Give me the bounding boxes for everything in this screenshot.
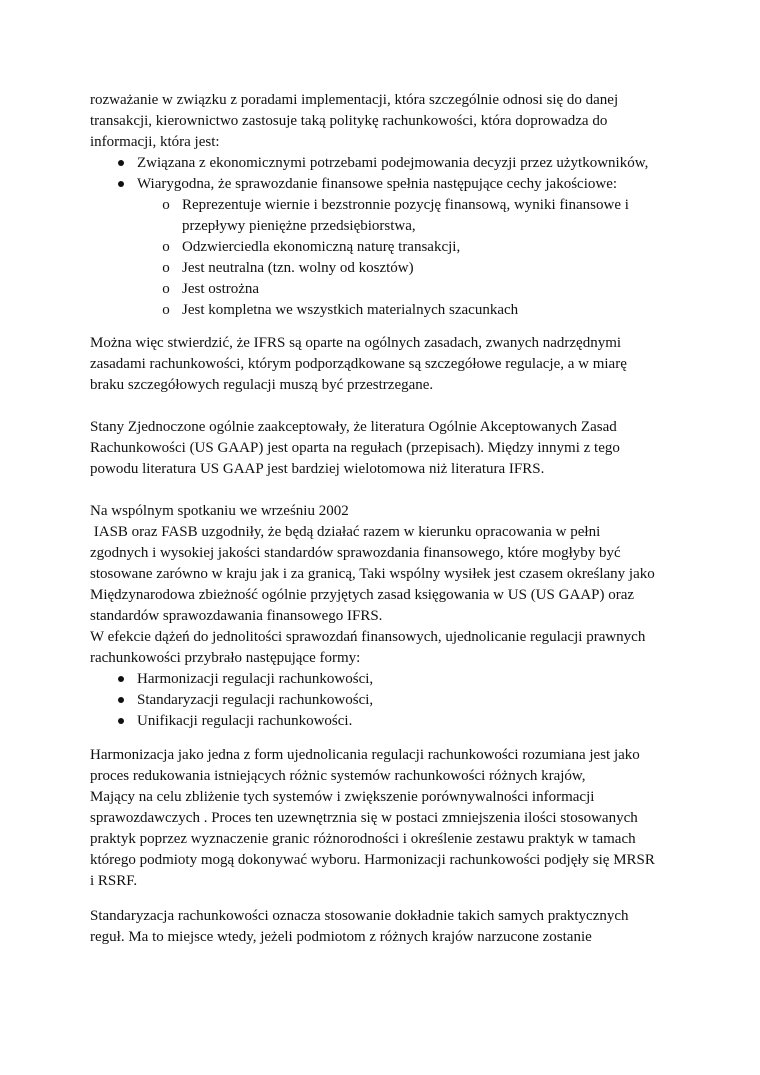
bullet-circle-icon: o bbox=[162, 260, 170, 276]
text-line: standardów sprawozdawania finansowego IFRS. bbox=[90, 608, 383, 624]
text-line: Można więc stwierdzić, że IFRS są oparte na ogólnych zasadach, zwanych nadrzędnymi bbox=[90, 335, 622, 351]
text-line: IASB oraz FASB uzgodniły, że będą działać razem w kierunku opracowania w pełni bbox=[90, 524, 601, 540]
text-line: sprawozdawczych . Proces ten uzewnętrznia się w postaci zmniejszenia ilości stosowanych bbox=[90, 810, 638, 826]
text-line: Rachunkowości (US GAAP) jest oparta na regułach (przepisach). Między innymi z tego bbox=[90, 440, 620, 456]
text-line: którego podmioty mogą dokonywać wyboru. Harmonizacji rachunkowości podjęły się MRSR bbox=[90, 852, 655, 868]
bullet-disc-icon bbox=[114, 153, 128, 174]
text-line: Stany Zjednoczone ogólnie zaakceptowały, że literatura Ogólnie Akceptowanych Zasad bbox=[90, 419, 617, 435]
text-line: zgodnych i wysokiej jakości standardów sprawozdania finansowego, które mogłyby być bbox=[90, 545, 621, 561]
text-line: Harmonizacja jako jedna z form ujednolicania regulacji rachunkowości rozumiana jest jako bbox=[90, 747, 640, 763]
text-line: proces redukowania istniejących różnic systemów rachunkowości różnych krajów, bbox=[90, 768, 586, 784]
text-line: transakcji, kierownictwo zastosuje taką politykę rachunkowości, która doprowadza do bbox=[90, 113, 608, 129]
sub-bullet-item bbox=[162, 258, 414, 279]
sub-bullet-text: Jest ostrożna bbox=[182, 281, 260, 297]
text-line: Standaryzacja rachunkowości oznacza stosowanie dokładnie takich samych praktycznych bbox=[90, 908, 629, 924]
text-line: reguł. Ma to miejsce wtedy, jeżeli podmiotom z różnych krajów narzucone zostanie bbox=[90, 929, 592, 945]
sub-bullet-item bbox=[162, 300, 519, 321]
text-line: Na wspólnym spotkaniu we wrześniu 2002 bbox=[90, 503, 349, 519]
sub-bullet-text: Odzwierciedla ekonomiczną naturę transakcji, bbox=[182, 239, 461, 255]
text-line: rozważanie w związku z poradami implementacji, która szczególnie odnosi się do danej bbox=[90, 92, 619, 108]
text-line: stosowane zarówno w kraju jak i za granicą, Taki wspólny wysiłek jest czasem określany jako bbox=[90, 566, 655, 582]
bullet-text: Unifikacji regulacji rachunkowości. bbox=[137, 713, 353, 729]
bullet-item bbox=[137, 711, 352, 732]
text-line: zasadami rachunkowości, którym podporządkowane są szczegółowe regulacje, a w miarę bbox=[90, 356, 627, 372]
sub-bullet-item bbox=[162, 195, 629, 237]
bullet-item bbox=[137, 174, 617, 195]
bullet-text: Związana z ekonomicznymi potrzebami podejmowania decyzji przez użytkowników, bbox=[137, 155, 649, 171]
bullet-disc-icon bbox=[114, 174, 128, 195]
bullet-item bbox=[137, 153, 648, 174]
bullet-circle-icon: o bbox=[162, 281, 170, 297]
bullet-item bbox=[137, 669, 373, 690]
text-line: Mający na celu zbliżenie tych systemów i zwiększenie porównywalności informacji bbox=[90, 789, 595, 805]
text-line: powodu literatura US GAAP jest bardziej wielotomowa niż literatura IFRS. bbox=[90, 461, 545, 477]
paragraph-ifrs bbox=[90, 333, 690, 396]
text-line: W efekcie dążeń do jednolitości sprawozdań finansowych, ujednolicanie regulacji prawnych bbox=[90, 629, 646, 645]
bullet-text: Wiarygodna, że sprawozdanie finansowe spełnia następujące cechy jakościowe: bbox=[137, 176, 618, 192]
sub-bullet-text: Jest neutralna (tzn. wolny od kosztów) bbox=[182, 260, 414, 276]
sub-bullet-item bbox=[162, 237, 461, 258]
bullet-text: Standaryzacji regulacji rachunkowości, bbox=[137, 692, 374, 708]
sub-bullet-text: przepływy pieniężne przedsiębiorstwa, bbox=[182, 218, 416, 234]
text-line: praktyk poprzez wyznaczenie granic różnorodności i określenie zestawu praktyk w tamach bbox=[90, 831, 636, 847]
sub-bullet-item bbox=[162, 279, 260, 300]
bullet-circle-icon: o bbox=[162, 239, 170, 255]
text-line: Międzynarodowa zbieżność ogólnie przyjętych zasad księgowania w US (US GAAP) oraz bbox=[90, 587, 635, 603]
paragraph-iasb-fasb bbox=[90, 501, 690, 669]
bullet-circle-icon: o bbox=[162, 197, 170, 213]
sub-bullet-text: Reprezentuje wiernie i bezstronnie pozycję finansową, wyniki finansowe i bbox=[182, 197, 629, 213]
paragraph-harmonizacja bbox=[90, 745, 690, 892]
bullet-text: Harmonizacji regulacji rachunkowości, bbox=[137, 671, 374, 687]
paragraph-standaryzacja bbox=[90, 906, 690, 948]
bullet-circle-icon: o bbox=[162, 302, 170, 318]
text-line: braku szczegółowych regulacji muszą być przestrzegane. bbox=[90, 377, 434, 393]
text-line: rachunkowości przybrało następujące formy: bbox=[90, 650, 361, 666]
bullet-disc-icon bbox=[114, 669, 128, 690]
sub-bullet-text: Jest kompletna we wszystkich materialnych szacunkach bbox=[182, 302, 519, 318]
text-line: informacji, która jest: bbox=[90, 134, 220, 150]
bullet-disc-icon bbox=[114, 690, 128, 711]
bullet-disc-icon bbox=[114, 711, 128, 732]
text-line: i RSRF. bbox=[90, 873, 138, 889]
paragraph-intro bbox=[90, 90, 690, 153]
bullet-item bbox=[137, 690, 373, 711]
paragraph-us-gaap bbox=[90, 417, 690, 480]
